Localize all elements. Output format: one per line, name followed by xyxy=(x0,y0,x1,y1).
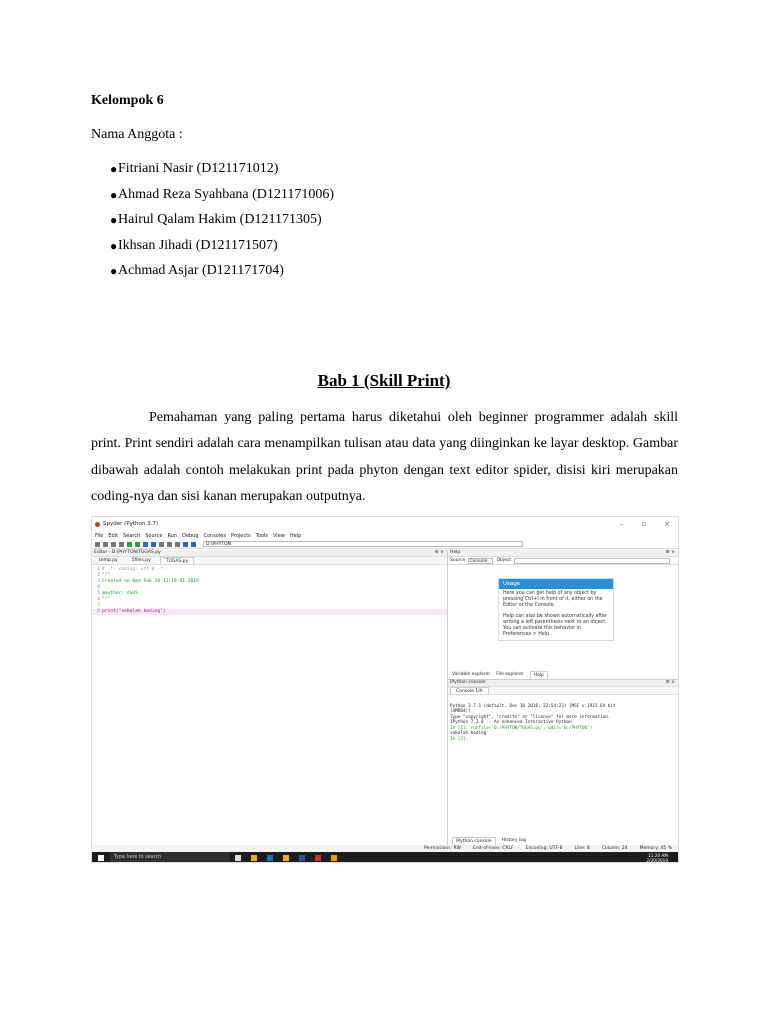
maximize-icon[interactable]: ▫ xyxy=(641,520,647,528)
chapter-title: Bab 1 (Skill Print) xyxy=(317,371,451,390)
system-tray-clock[interactable] xyxy=(647,853,678,863)
list-item xyxy=(91,187,334,213)
step-icon[interactable] xyxy=(151,542,156,547)
menu-debug[interactable]: Debug xyxy=(182,532,199,539)
body-paragraph: Pemahaman yang paling pertama harus diketahui oleh beginner programmer adalah skill print. Print sendiri adalah cara menampilkan tulisan atau data yang diinginkan ke layar desktop. Gambar dibawah adalah contoh melakukan print pada phyton dengan text editor spider, disisi kiri merupakan coding-nya dan sisi kanan merupakan outputnya. xyxy=(91,410,678,505)
save-all-icon[interactable] xyxy=(119,542,124,547)
spyder-logo-icon xyxy=(95,522,100,527)
doc-heading: Kelompok 6 xyxy=(91,93,164,108)
menu-tools[interactable]: Tools xyxy=(255,532,268,539)
taskbar-search-input[interactable]: Type here to search xyxy=(110,852,230,863)
clock-time: 11:20 AM xyxy=(648,852,668,858)
tab-tugas[interactable]: TUGAS.py xyxy=(160,557,194,564)
windows-taskbar xyxy=(92,852,678,863)
status-bar xyxy=(92,845,678,852)
open-file-icon[interactable] xyxy=(103,542,108,547)
members-list xyxy=(91,161,334,289)
code-area[interactable]: 1 # -*- coding: utf-8 -*- 2 """ 3 Created on Wed Feb 20 11:19:01 2019 4 5 @author: ASUS 6 """ 7 8 print("sekolah koding") xyxy=(92,565,447,615)
status-memory: Memory: 45 % xyxy=(639,846,672,851)
member-name: Ikhsan Jihadi (D121171507) xyxy=(118,237,278,253)
console-output[interactable]: Python 3.7.1 (default, Dec 10 2018, 22:54:23) [MSC v.1915 64 bit (AMD64)] Type "copyright", "credits" or "license" for more information. IPython 7.2.0 -- An enhanced Interactive Python. In [1]: runfile('D:/PHYTON/TUGAS.py', wdir='D:/PHYTON') sekolah koding In [2]: xyxy=(450,703,616,742)
code-line: """ xyxy=(102,597,111,602)
store-icon[interactable] xyxy=(267,855,273,861)
windows-start-icon[interactable] xyxy=(98,855,104,861)
python-path-icon[interactable] xyxy=(175,542,180,547)
minimize-icon[interactable]: – xyxy=(619,520,624,528)
usage-title: Usage xyxy=(499,579,613,589)
usage-card xyxy=(498,578,614,641)
menu-help[interactable]: Help xyxy=(289,532,302,539)
settings-icon[interactable] xyxy=(167,542,172,547)
menu-edit[interactable]: Edit xyxy=(108,532,119,539)
code-line: @author: ASUS xyxy=(102,591,138,596)
menu-view[interactable]: View xyxy=(273,532,285,539)
status-column: Column: 24 xyxy=(601,846,628,851)
sticky-notes-icon[interactable] xyxy=(283,855,289,861)
forward-icon[interactable] xyxy=(191,542,196,547)
working-directory-field[interactable]: D:\PHYTON xyxy=(203,541,523,547)
anaconda-icon[interactable] xyxy=(331,855,337,861)
window-title: Spyder (Python 3.7) xyxy=(103,521,158,527)
help-source-select[interactable]: Console xyxy=(468,558,493,564)
bullet-icon: ● xyxy=(110,238,118,253)
list-item xyxy=(91,238,334,264)
tab-file-explorer[interactable]: File explorer xyxy=(496,672,524,677)
tab-5files[interactable]: 5files.py xyxy=(131,558,151,563)
status-line: Line: 8 xyxy=(574,846,590,851)
task-view-icon[interactable] xyxy=(235,855,241,861)
console-header: IPython console xyxy=(450,680,486,685)
editor-pane xyxy=(92,550,448,845)
window-titlebar xyxy=(92,517,678,531)
code-line: Created on Wed Feb 20 11:19:01 2019 xyxy=(102,579,199,584)
menu-consoles[interactable]: Consoles xyxy=(203,532,226,539)
help-pane xyxy=(448,550,678,680)
word-icon[interactable] xyxy=(299,855,305,861)
close-icon[interactable]: × xyxy=(664,520,670,528)
menu-file[interactable]: File xyxy=(95,532,104,539)
tab-temp[interactable]: temp.py xyxy=(99,558,118,563)
tab-history-log[interactable]: History log xyxy=(501,838,526,843)
code-line: """ xyxy=(102,573,111,578)
editor-header: Editor - D:\PHYTON\TUGAS.py xyxy=(94,550,161,555)
members-label: Nama Anggota : xyxy=(91,127,183,142)
spyder-screenshot xyxy=(91,516,679,863)
console-pane xyxy=(448,680,678,845)
help-header: Help xyxy=(450,550,461,555)
list-item xyxy=(91,212,334,238)
run-cell-icon[interactable] xyxy=(135,542,140,547)
code-line: # -*- coding: utf-8 -*- xyxy=(102,567,166,572)
debug-icon[interactable] xyxy=(143,542,148,547)
save-icon[interactable] xyxy=(111,542,116,547)
help-object-input[interactable] xyxy=(514,558,670,564)
list-item xyxy=(91,161,334,187)
bullet-icon: ● xyxy=(110,187,118,202)
editor-tabs xyxy=(92,557,447,565)
menu-bar xyxy=(92,531,678,540)
bullet-icon: ● xyxy=(110,213,118,227)
help-object-label: Object xyxy=(496,558,512,563)
clock-date: 2/20/2019 xyxy=(646,857,668,863)
menu-projects[interactable]: Projects xyxy=(230,532,251,539)
spyder-taskbar-icon[interactable] xyxy=(315,855,321,861)
menu-source[interactable]: Source xyxy=(145,532,163,539)
status-encoding: Encoding: UTF-8 xyxy=(525,846,563,851)
stop-icon[interactable] xyxy=(159,542,164,547)
bullet-icon: ● xyxy=(110,264,118,278)
pane-options-icon[interactable]: ⚙ × xyxy=(434,550,444,555)
code-line: print("sekolah koding") xyxy=(102,609,166,614)
bullet-icon: ● xyxy=(110,162,118,176)
menu-run[interactable]: Run xyxy=(167,532,178,539)
pane-options-icon[interactable]: ⚙ × xyxy=(665,680,675,685)
tab-help[interactable]: Help xyxy=(530,671,548,679)
help-source-label: Source xyxy=(450,558,466,563)
tab-ipython-console[interactable]: IPython console xyxy=(452,837,496,845)
member-name: Hairul Qalam Hakim (D121171305) xyxy=(118,212,322,227)
usage-text: Help can also be shown automatically after writing a left parenthesis next to an object. You can activate this behavior in Preferences > Help. xyxy=(503,613,607,638)
member-name: Ahmad Reza Syahbana (D121171006) xyxy=(118,186,335,202)
member-name: Achmad Asjar (D121171704) xyxy=(118,263,284,278)
toolbar xyxy=(92,540,678,549)
member-name: Fitriani Nasir (D121171012) xyxy=(118,161,279,176)
run-icon[interactable] xyxy=(127,542,132,547)
tab-variable-explorer[interactable]: Variable explorer xyxy=(452,672,491,677)
status-eol: End-of-lines: CRLF xyxy=(472,846,514,851)
tab-console[interactable]: Console 1/A xyxy=(450,687,489,694)
status-permissions: Permissions: RW xyxy=(424,846,461,851)
back-icon[interactable] xyxy=(183,542,188,547)
file-explorer-icon[interactable] xyxy=(251,855,257,861)
usage-text: Here you can get help of any object by pressing Ctrl+I in front of it, either on the Editor or the Console. xyxy=(503,591,603,609)
new-file-icon[interactable] xyxy=(95,542,100,547)
menu-search[interactable]: Search xyxy=(123,532,141,539)
pane-options-icon[interactable]: ⚙ × xyxy=(665,550,675,555)
list-item xyxy=(91,263,334,289)
